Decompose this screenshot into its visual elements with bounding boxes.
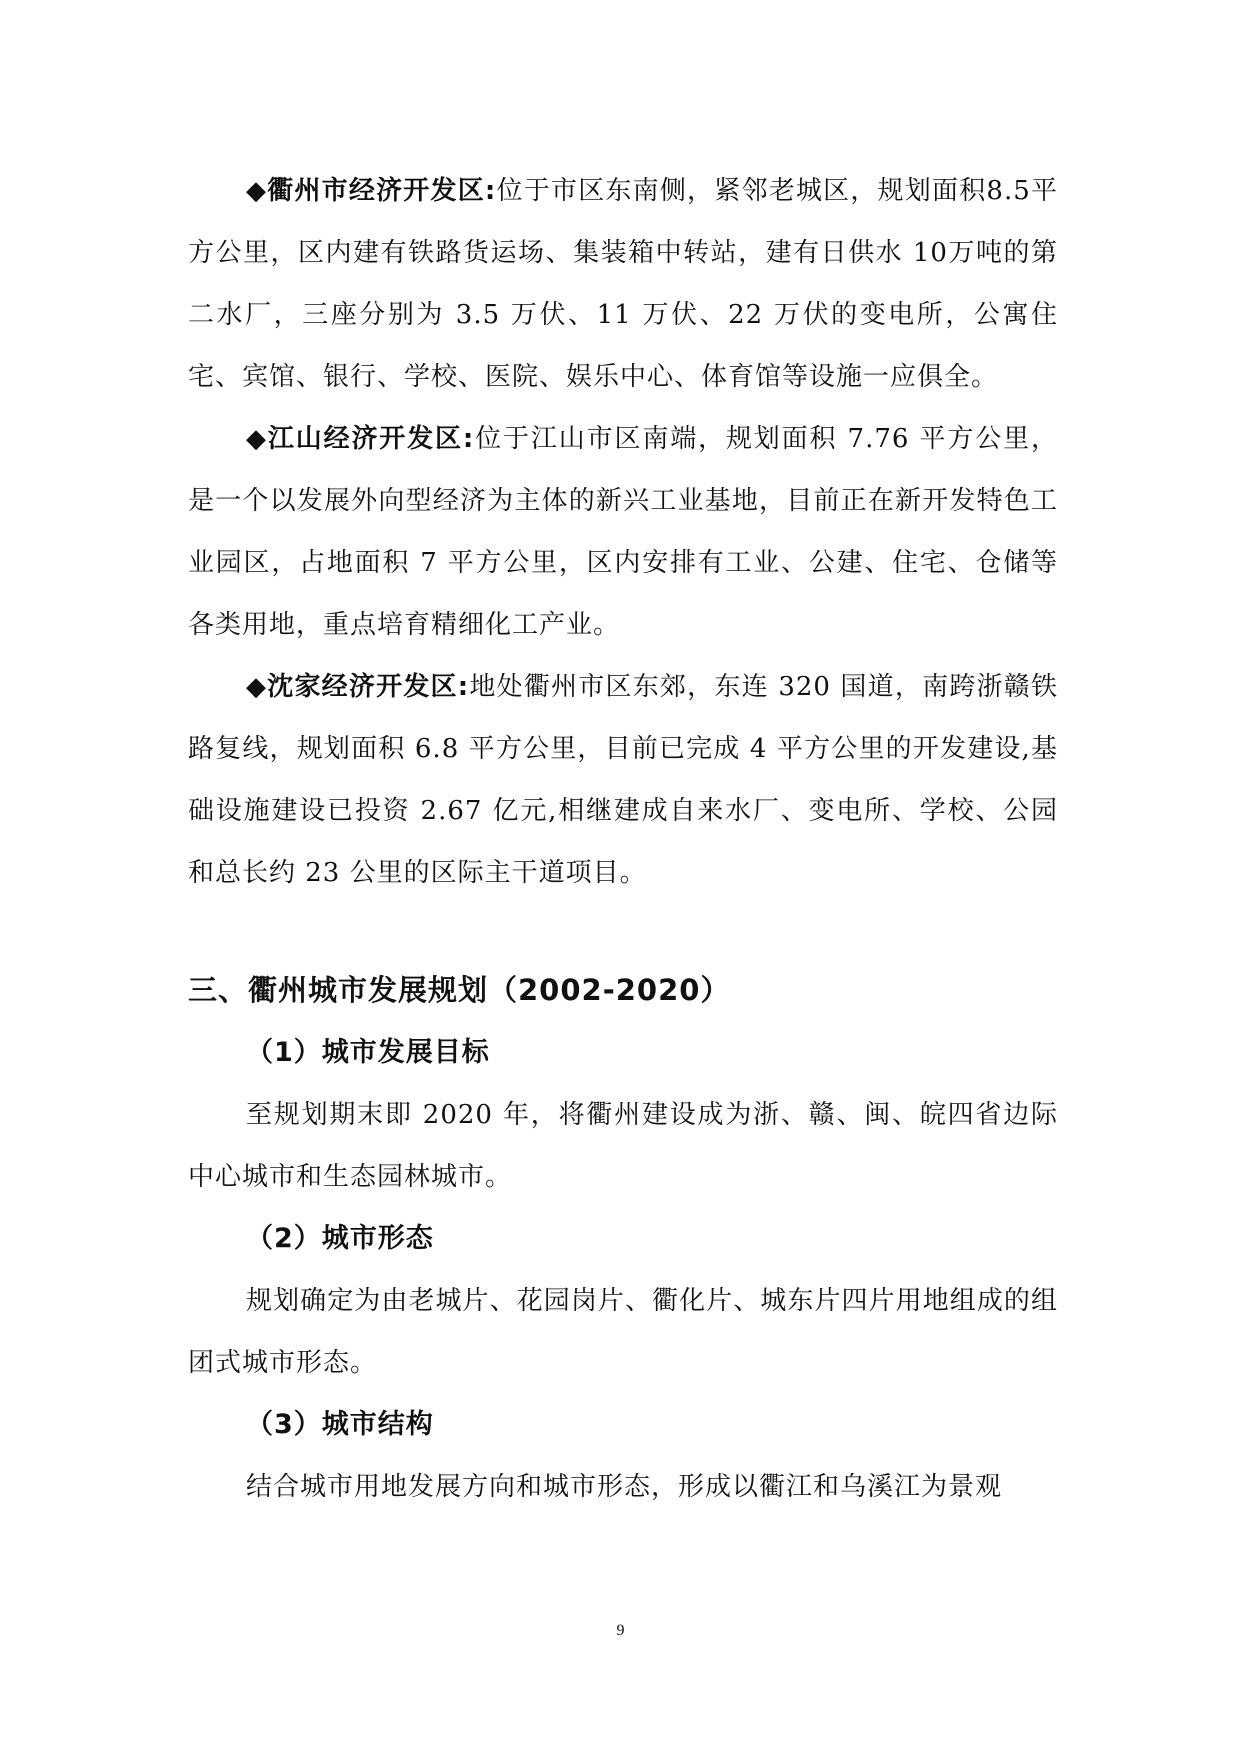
section-heading: 三、衢州城市发展规划（2002-2020） <box>188 973 731 1007</box>
sub-heading-development-goal: （1）城市发展目标 <box>246 1037 490 1068</box>
development-goal-text: 至规划期末即 2020 年，将衢州建设成为浙、赣、闽、皖四省边际中心城市和生态园林城市。 <box>188 1100 1058 1192</box>
page-content <box>188 160 1058 1518</box>
page-number: 9 <box>616 1622 625 1639</box>
zone-paragraph-quzhou <box>188 160 1058 408</box>
zone-title: ◆衢州市经济开发区: <box>246 176 497 206</box>
sub-heading-city-form: （2）城市形态 <box>246 1223 434 1254</box>
zone-paragraph-jiangshan <box>188 408 1058 656</box>
zone-description: 位于江山市区南端，规划面积 7.76 平方公里，是一个以发展外向型经济为主体的新兴工业基地，目前正在新开发特色工业园区，占地面积 7 平方公里，区内安排有工业、公建、住宅、仓储等各类用地，重点培育精细化工产业。 <box>188 424 1058 640</box>
city-form-text: 规划确定为由老城片、花园岗片、衢化片、城东片四片用地组成的组团式城市形态。 <box>188 1286 1058 1378</box>
zone-description: 位于市区东南侧，紧邻老城区，规划面积8.5平方公里，区内建有铁路货运场、集装箱中转站，建有日供水 10万吨的第二水厂，三座分别为 3.5 万伏、11 万伏、22 万伏的变电所，公寓住宅、宾馆、银行、学校、医院、娱乐中心、体育馆等设施一应俱全。 <box>188 176 1058 392</box>
city-structure-text: 结合城市用地发展方向和城市形态，形成以衢江和乌溪江为景观 <box>246 1472 1003 1502</box>
zone-paragraph-shenjia <box>188 656 1058 904</box>
zone-title: ◆江山经济开发区: <box>246 424 475 454</box>
sub-heading-city-structure: （3）城市结构 <box>246 1409 434 1440</box>
zone-title: ◆沈家经济开发区: <box>246 672 470 702</box>
zone-description: 地处衢州市区东郊，东连 320 国道，南跨浙赣铁路复线，规划面积 6.8 平方公里，目前已完成 4 平方公里的开发建设,基础设施建设已投资 2.67 亿元,相继建成自来水厂、变电所、学校、公园和总长约 23 公里的区际主干道项目。 <box>188 672 1058 888</box>
